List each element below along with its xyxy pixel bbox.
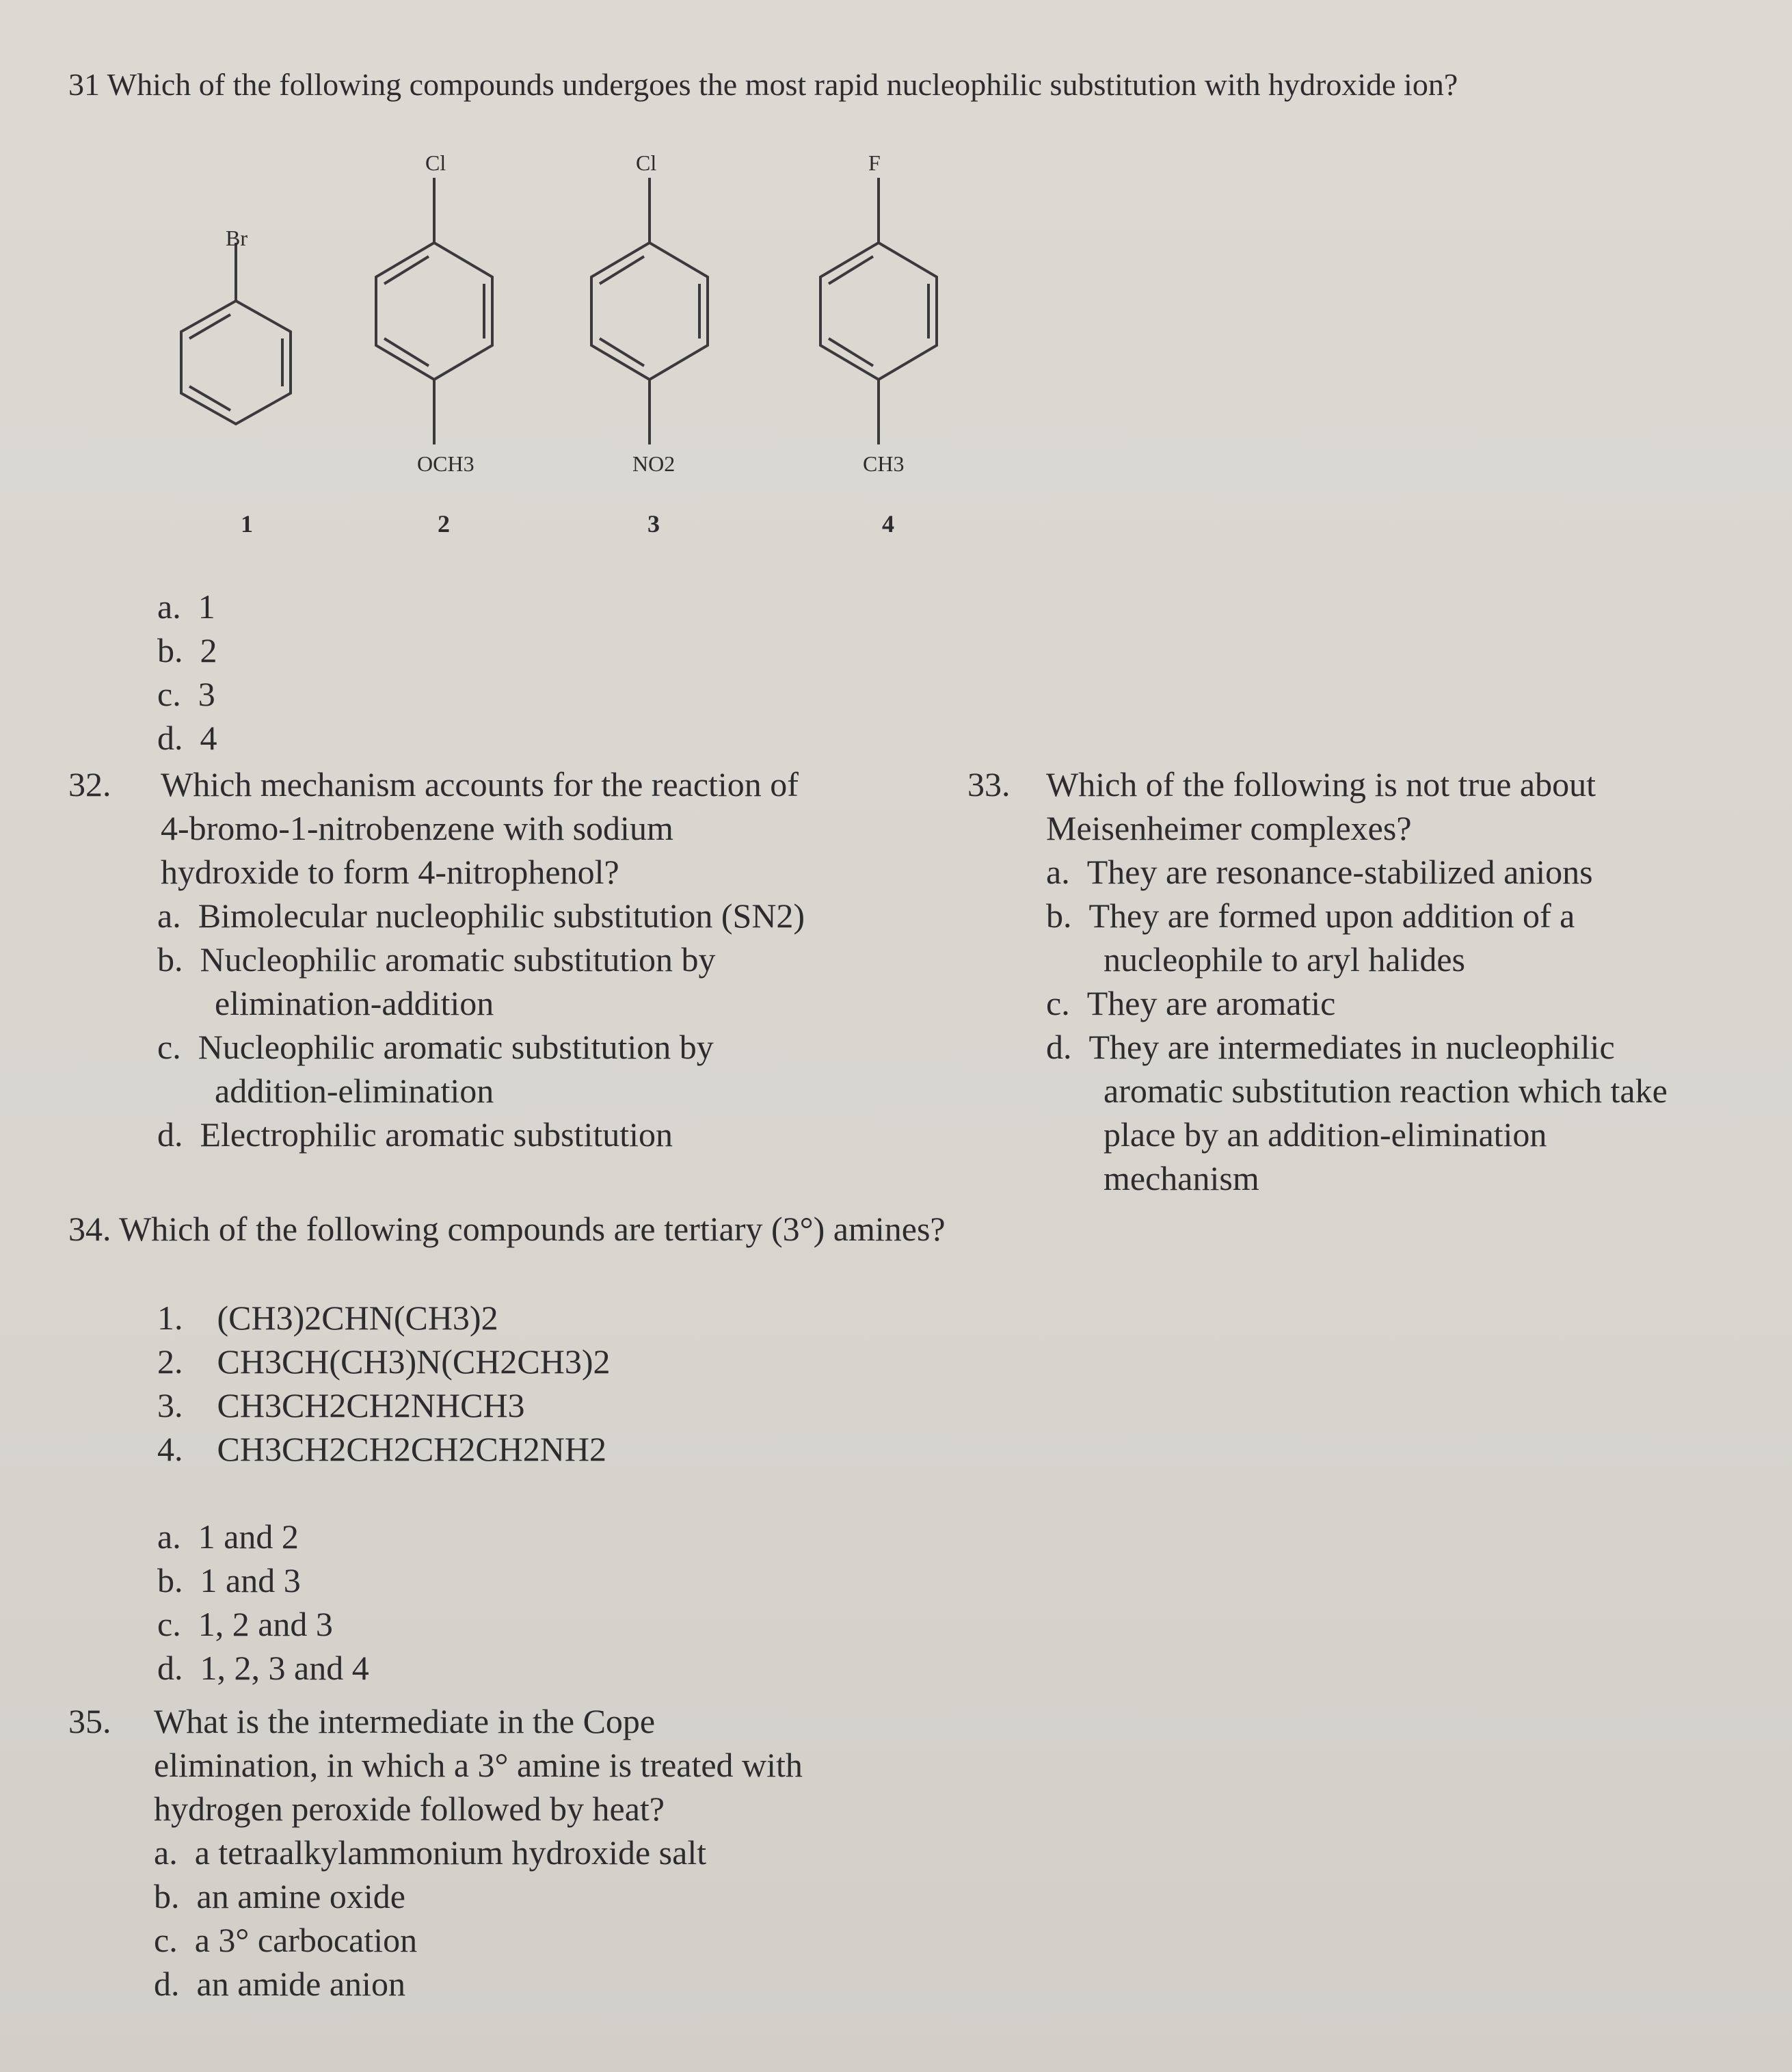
q32-question-line: Which mechanism accounts for the reaction of — [161, 765, 799, 803]
option-text: 1, 2, 3 and 4 — [200, 1649, 369, 1687]
q34-compounds — [157, 1296, 611, 1471]
q32-option-b — [157, 938, 805, 981]
q35-option-c — [154, 1918, 706, 1962]
option-text-continued: addition-elimination — [215, 1072, 494, 1110]
option-text: Bimolecular nucleophilic substitution (SN2) — [198, 896, 805, 935]
q34-question: 34. Which of the following compounds are tertiary (3°) amines? — [68, 1210, 946, 1248]
compound-2-bottom-label: OCH3 — [417, 451, 474, 476]
q35-question-line: elimination, in which a 3° amine is treated with — [154, 1746, 803, 1784]
option-letter: b. — [157, 631, 183, 669]
option-letter: c. — [1046, 984, 1070, 1022]
q34-options — [157, 1515, 369, 1690]
q32-option-d — [157, 1113, 805, 1156]
q32-option-a — [157, 894, 805, 938]
option-text: Electrophilic aromatic substitution — [200, 1115, 673, 1154]
compound-4-number: 4 — [882, 510, 894, 537]
q34-option-b — [157, 1558, 369, 1602]
compound-3-top-label: Cl — [636, 150, 657, 175]
option-letter: c. — [157, 1028, 181, 1066]
compound-3-number: 3 — [647, 510, 660, 537]
option-letter: a. — [1046, 853, 1070, 891]
option-text: 2 — [200, 631, 217, 669]
q35-number: 35. — [68, 1702, 111, 1740]
option-text-continued: mechanism — [1104, 1159, 1259, 1197]
option-text: 1, 2 and 3 — [198, 1605, 333, 1643]
compound-1-structure — [157, 219, 301, 506]
q31-option-b — [157, 628, 217, 672]
q34-option-c — [157, 1602, 369, 1646]
option-text: They are formed upon addition of a — [1088, 896, 1575, 935]
option-text-continued: place by an addition-elimination — [1104, 1115, 1547, 1154]
compound-formula: CH3CH(CH3)N(CH2CH3)2 — [217, 1342, 611, 1381]
q33-option-c — [1046, 981, 1668, 1025]
option-text: Nucleophilic aromatic substitution by — [198, 1028, 714, 1066]
option-letter: b. — [157, 1561, 183, 1599]
option-letter: c. — [157, 675, 181, 713]
benzene-ring — [820, 243, 937, 380]
compound-formula: CH3CH2CH2NHCH3 — [217, 1386, 525, 1424]
q32-question-line: hydroxide to form 4-nitrophenol? — [161, 853, 619, 891]
option-letter: d. — [157, 719, 183, 757]
q32-question — [161, 762, 799, 894]
option-text: an amine oxide — [196, 1877, 405, 1915]
double-bond — [189, 386, 230, 410]
benzene-ring — [376, 243, 492, 380]
compound-formula: CH3CH2CH2CH2CH2NH2 — [217, 1430, 607, 1468]
compound-2-top-label: Cl — [425, 150, 446, 175]
q32-number: 32. — [68, 765, 111, 803]
option-letter: b. — [157, 940, 183, 979]
option-letter: d. — [157, 1115, 183, 1154]
q32-options — [157, 894, 805, 1156]
q31-question: 31 Which of the following compounds undergoes the most rapid nucleophilic substitution with hydroxide ion? — [68, 67, 1458, 102]
q34-option-a — [157, 1515, 369, 1558]
compound-4-structure — [807, 144, 950, 486]
option-letter: b. — [154, 1877, 180, 1915]
option-text: They are intermediates in nucleophilic — [1088, 1028, 1615, 1066]
compound-1-top-label: Br — [226, 226, 248, 250]
double-bond — [189, 315, 230, 338]
option-text: a tetraalkylammonium hydroxide salt — [194, 1833, 707, 1872]
q35-option-b — [154, 1874, 706, 1918]
q33-option-d — [1046, 1025, 1668, 1069]
compound-3-structure — [578, 144, 721, 486]
option-text: a 3° carbocation — [194, 1921, 418, 1959]
option-letter: a. — [157, 1517, 181, 1556]
q32-option-c — [157, 1025, 805, 1069]
option-text: 4 — [200, 719, 217, 757]
option-text: 3 — [198, 675, 215, 713]
option-letter: d. — [154, 1965, 180, 2003]
option-text: 1 and 2 — [198, 1517, 299, 1556]
option-letter: c. — [154, 1921, 178, 1959]
benzene-ring — [181, 301, 291, 424]
option-letter: d. — [1046, 1028, 1072, 1066]
option-letter: b. — [1046, 896, 1072, 935]
option-text: Nucleophilic aromatic substitution by — [200, 940, 716, 979]
q34-compound-3 — [157, 1383, 611, 1427]
q33-option-b — [1046, 894, 1668, 938]
q34-option-d — [157, 1646, 369, 1690]
option-letter: d. — [157, 1649, 183, 1687]
option-letter: a. — [157, 587, 181, 626]
q33-options — [1046, 850, 1668, 1200]
option-text: an amide anion — [196, 1965, 405, 2003]
compound-2-number: 2 — [438, 510, 450, 537]
q35-options — [154, 1831, 706, 2006]
compound-3-bottom-label: NO2 — [632, 451, 676, 476]
q35-question-line: hydrogen peroxide followed by heat? — [154, 1790, 665, 1828]
q31-option-a — [157, 585, 217, 628]
option-letter: a. — [157, 896, 181, 935]
q33-number: 33. — [967, 765, 1011, 803]
q35-question-line: What is the intermediate in the Cope — [154, 1702, 656, 1740]
compound-number: 2. — [157, 1342, 183, 1381]
q31-option-c — [157, 672, 217, 716]
q33-question-line: Meisenheimer complexes? — [1046, 809, 1412, 847]
compound-1-number: 1 — [241, 510, 253, 537]
option-letter: c. — [157, 1605, 181, 1643]
option-text-continued: aromatic substitution reaction which take — [1104, 1072, 1668, 1110]
option-text: 1 — [198, 587, 215, 626]
q33-question-line: Which of the following is not true about — [1046, 765, 1596, 803]
compound-number: 3. — [157, 1386, 183, 1424]
option-text-continued: nucleophile to aryl halides — [1104, 940, 1466, 979]
q34-compound-1 — [157, 1296, 611, 1340]
compound-2-structure — [362, 144, 506, 486]
compound-4-bottom-label: CH3 — [863, 451, 905, 476]
q34-compound-4 — [157, 1427, 611, 1471]
q35-option-d — [154, 1962, 706, 2006]
compound-number: 1. — [157, 1299, 183, 1337]
q33-option-a — [1046, 850, 1668, 894]
option-letter: a. — [154, 1833, 178, 1872]
q31-option-d — [157, 716, 217, 760]
q35-option-a — [154, 1831, 706, 1874]
q34-compound-2 — [157, 1340, 611, 1383]
compound-formula: (CH3)2CHN(CH3)2 — [217, 1299, 498, 1337]
option-text: 1 and 3 — [200, 1561, 301, 1599]
compound-4-top-label: F — [868, 150, 881, 175]
q31-options — [157, 585, 217, 760]
option-text-continued: elimination-addition — [215, 984, 494, 1022]
option-text: They are aromatic — [1086, 984, 1336, 1022]
q35-question — [154, 1699, 803, 1831]
q33-question — [1046, 762, 1596, 850]
option-text: They are resonance-stabilized anions — [1086, 853, 1593, 891]
q32-question-line: 4-bromo-1-nitrobenzene with sodium — [161, 809, 673, 847]
compound-number: 4. — [157, 1430, 183, 1468]
benzene-ring — [591, 243, 708, 380]
